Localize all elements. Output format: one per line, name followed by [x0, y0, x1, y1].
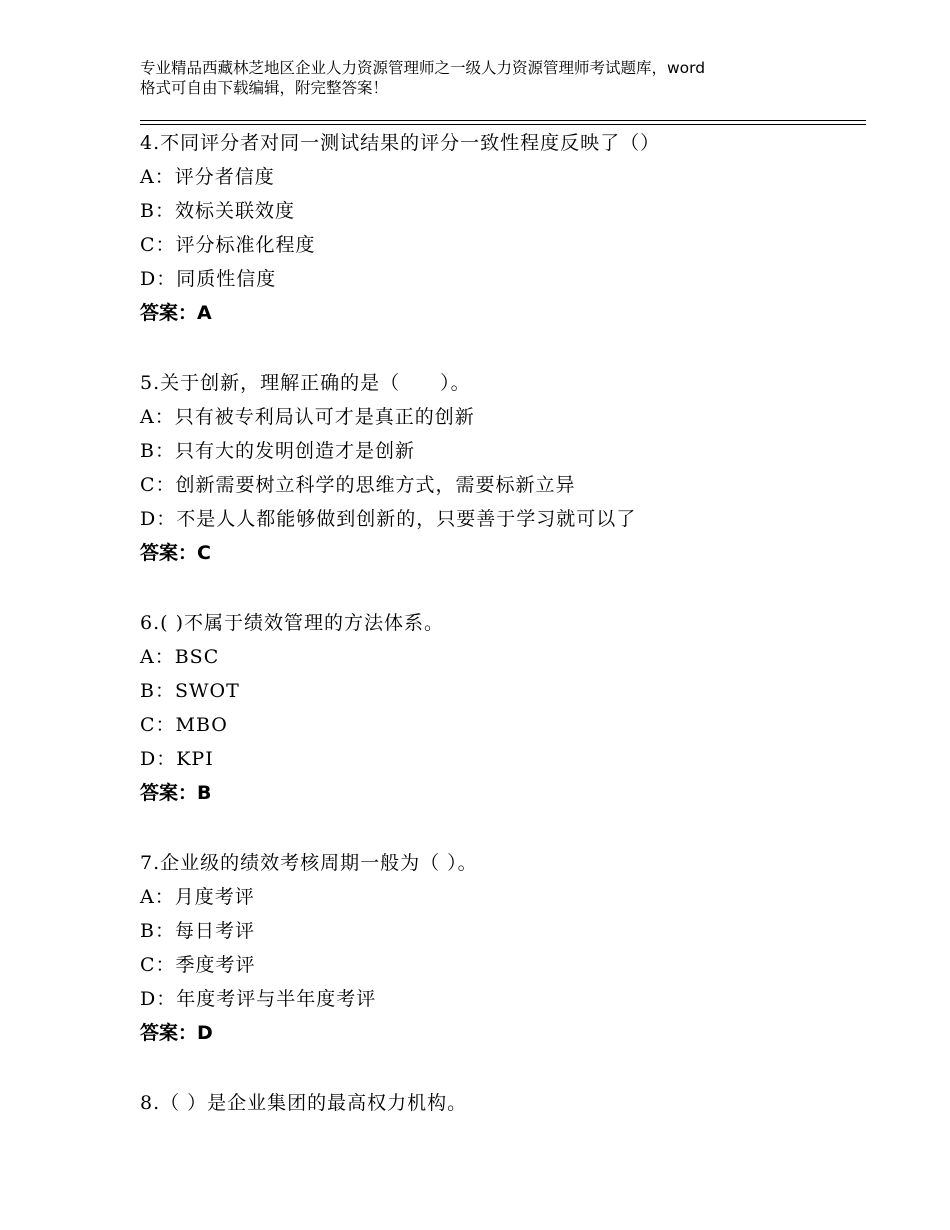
question-stem: 8.（ ）是企业集团的最高权力机构。 — [140, 1092, 468, 1114]
option-a: A：BSC — [140, 646, 220, 668]
spacer — [140, 570, 866, 606]
question-stem: 4.不同评分者对同一测试结果的评分一致性程度反映了（） — [140, 132, 661, 154]
option-b: B：每日考评 — [140, 920, 255, 942]
header-line-2: 格式可自由下载编辑，附完整答案！ — [140, 79, 389, 97]
option-c: C：季度考评 — [140, 954, 256, 976]
option-c: C：创新需要树立科学的思维方式，需要标新立异 — [140, 474, 576, 496]
question-stem: 5.关于创新，理解正确的是（ ）。 — [140, 372, 471, 394]
question-stem: 7.企业级的绩效考核周期一般为（ ）。 — [140, 852, 478, 874]
option-d: D：KPI — [140, 748, 214, 770]
answer-label: 答案：A — [140, 302, 212, 324]
answer-label: 答案：C — [140, 542, 211, 564]
question-6 — [140, 606, 866, 810]
option-d: D：同质性信度 — [140, 268, 277, 290]
question-5 — [140, 366, 866, 570]
option-c: C：MBO — [140, 714, 228, 736]
option-c: C：评分标准化程度 — [140, 234, 316, 256]
option-b: B：效标关联效度 — [140, 200, 295, 222]
question-stem: 6.( )不属于绩效管理的方法体系。 — [140, 612, 444, 634]
answer-label: 答案：D — [140, 1022, 213, 1044]
spacer — [140, 330, 866, 366]
option-a: A：评分者信度 — [140, 166, 275, 188]
question-4 — [140, 126, 866, 330]
header-divider-bottom — [140, 124, 866, 125]
header-line-1: 专业精品西藏林芝地区企业人力资源管理师之一级人力资源管理师考试题库，word — [140, 59, 706, 77]
question-8 — [140, 1086, 866, 1120]
option-a: A：月度考评 — [140, 886, 255, 908]
option-a: A：只有被专利局认可才是真正的创新 — [140, 406, 475, 428]
question-7 — [140, 846, 866, 1050]
header-divider-top — [140, 120, 866, 121]
option-b: B：SWOT — [140, 680, 240, 702]
answer-label: 答案：B — [140, 782, 212, 804]
option-d: D：年度考评与半年度考评 — [140, 988, 377, 1010]
option-d: D：不是人人都能够做到创新的，只要善于学习就可以了 — [140, 508, 637, 530]
spacer — [140, 1050, 866, 1086]
option-b: B：只有大的发明创造才是创新 — [140, 440, 415, 462]
question-list — [140, 126, 866, 1120]
spacer — [140, 810, 866, 846]
document-header — [140, 58, 840, 98]
